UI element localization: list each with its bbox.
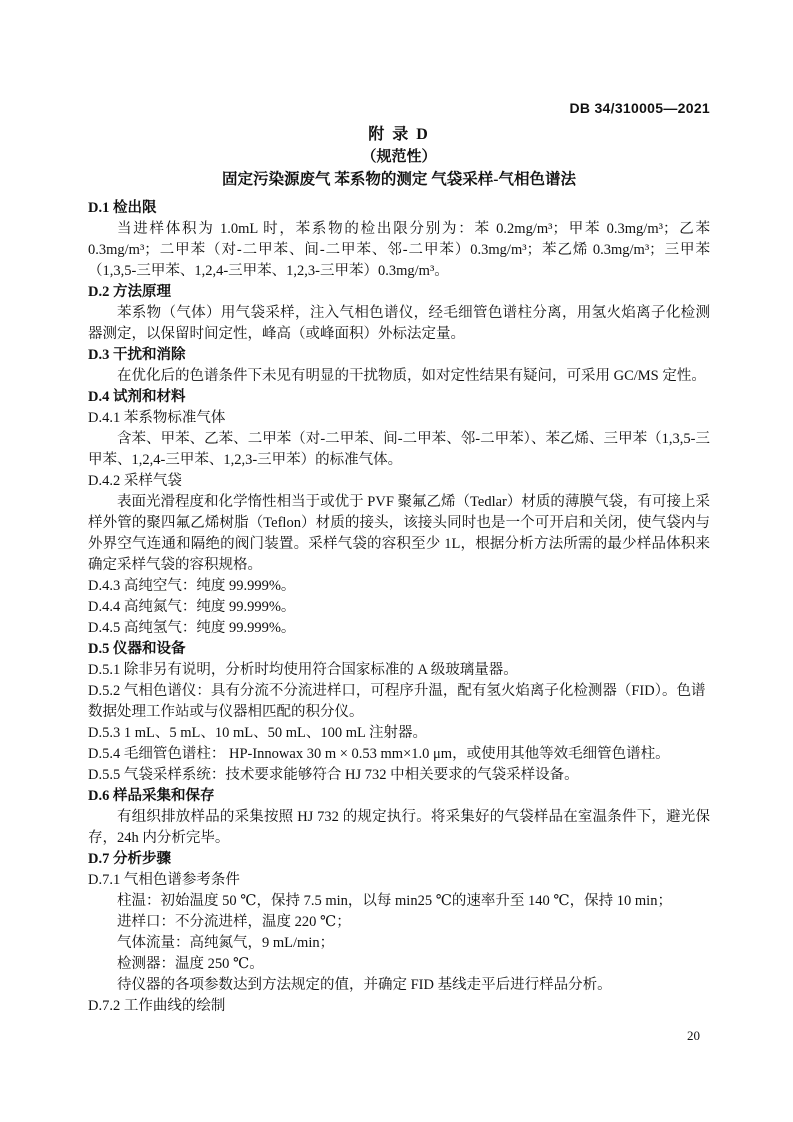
appendix-title: 固定污染源废气 苯系物的测定 气袋采样-气相色谱法 bbox=[222, 171, 576, 188]
clause-line: D.5.1 除非另有说明，分析时均使用符合国家标准的 A 级玻璃量器。 bbox=[88, 662, 518, 678]
clause-line: D.4.2 采样气袋 bbox=[88, 473, 182, 489]
section-heading: D.1 检出限 bbox=[88, 200, 157, 216]
clause-line: D.5.2 气相色谱仪：具有分流不分流进样口，可程序升温，配有氢火焰离子化检测器（FID）。色谱数据处理工作站或与仪器相匹配的积分仪。 bbox=[88, 683, 706, 720]
paragraph: 在优化后的色谱条件下未见有明显的干扰物质，如对定性结果有疑问，可采用 GC/MS 定性。 bbox=[117, 368, 706, 384]
appendix-header bbox=[88, 124, 710, 192]
paragraph: 苯系物（气体）用气袋采样，注入气相色谱仪，经毛细管色谱柱分离，用氢火焰离子化检测器测定，以保留时间定性，峰高（或峰面积）外标法定量。 bbox=[88, 305, 710, 342]
section-heading: D.6 样品采集和保存 bbox=[88, 788, 215, 804]
paragraph: 进样口：不分流进样，温度 220 ℃； bbox=[117, 914, 351, 930]
clause-line: D.5.5 气袋采样系统：技术要求能够符合 HJ 732 中相关要求的气袋采样设备。 bbox=[88, 767, 579, 783]
clause-line: D.5.3 1 mL、5 mL、10 mL、50 mL、100 mL 注射器。 bbox=[88, 725, 427, 741]
clause-line: D.4.1 苯系物标准气体 bbox=[88, 410, 226, 426]
paragraph: 当进样体积为 1.0mL 时，苯系物的检出限分别为：苯 0.2mg/m³；甲苯 0.3mg/m³；乙苯 0.3mg/m³；二甲苯（对-二甲苯、间-二甲苯、邻-二甲苯）0.3mg/m³；苯乙烯 0.3mg/m³；三甲苯（1,3,5-三甲苯、1,2,4-三甲苯、1,2,3-三甲苯）0.3mg/m³。 bbox=[88, 221, 710, 279]
clause-line: D.7.1 气相色谱参考条件 bbox=[88, 872, 240, 888]
paragraph: 表面光滑程度和化学惰性相当于或优于 PVF 聚氟乙烯（Tedlar）材质的薄膜气袋，有可接上采样外管的聚四氟乙烯树脂（Teflon）材质的接头，该接头同时也是一个可开启和关闭，使气袋内与外界空气连通和隔绝的阀门装置。采样气袋的容积至少 1L，根据分析方法所需的最少样品体积来确定采样气袋的容积规格。 bbox=[88, 494, 710, 573]
section-heading: D.4 试剂和材料 bbox=[88, 389, 186, 405]
appendix-normative: （规范性） bbox=[361, 149, 437, 165]
paragraph: 有组织排放样品的采集按照 HJ 732 的规定执行。将采集好的气袋样品在室温条件下，避光保存，24h 内分析完毕。 bbox=[88, 809, 710, 846]
standard-number: DB 34/310005—2021 bbox=[569, 100, 710, 116]
paragraph: 柱温：初始温度 50 ℃，保持 7.5 min，以每 min25 ℃的速率升至 140 ℃，保持 10 min； bbox=[117, 893, 672, 909]
clause-line: D.5.4 毛细管色谱柱： HP-Innowax 30 m × 0.53 mm×1.0 μm，或使用其他等效毛细管色谱柱。 bbox=[88, 746, 670, 762]
paragraph: 检测器：温度 250 ℃。 bbox=[117, 956, 264, 972]
clause-line: D.4.5 高纯氢气：纯度 99.999%。 bbox=[88, 620, 296, 636]
section-heading: D.5 仪器和设备 bbox=[88, 641, 186, 657]
paragraph: 含苯、甲苯、乙苯、二甲苯（对-二甲苯、间-二甲苯、邻-二甲苯）、苯乙烯、三甲苯（1,3,5-三甲苯、1,2,4-三甲苯、1,2,3-三甲苯）的标准气体。 bbox=[88, 431, 710, 468]
section-heading: D.3 干扰和消除 bbox=[88, 347, 186, 363]
clause-line: D.7.2 工作曲线的绘制 bbox=[88, 998, 226, 1014]
paragraph: 气体流量：高纯氮气，9 mL/min； bbox=[117, 935, 335, 951]
page-number: 20 bbox=[687, 1028, 700, 1043]
appendix-label: 附 录 D bbox=[368, 126, 430, 143]
clause-line: D.4.3 高纯空气：纯度 99.999%。 bbox=[88, 578, 296, 594]
clause-line: D.4.4 高纯氮气：纯度 99.999%。 bbox=[88, 599, 296, 615]
section-heading: D.7 分析步骤 bbox=[88, 851, 171, 867]
content-area bbox=[88, 198, 710, 1017]
section-heading: D.2 方法原理 bbox=[88, 284, 171, 300]
paragraph: 待仪器的各项参数达到方法规定的值，并确定 FID 基线走平后进行样品分析。 bbox=[117, 977, 612, 993]
